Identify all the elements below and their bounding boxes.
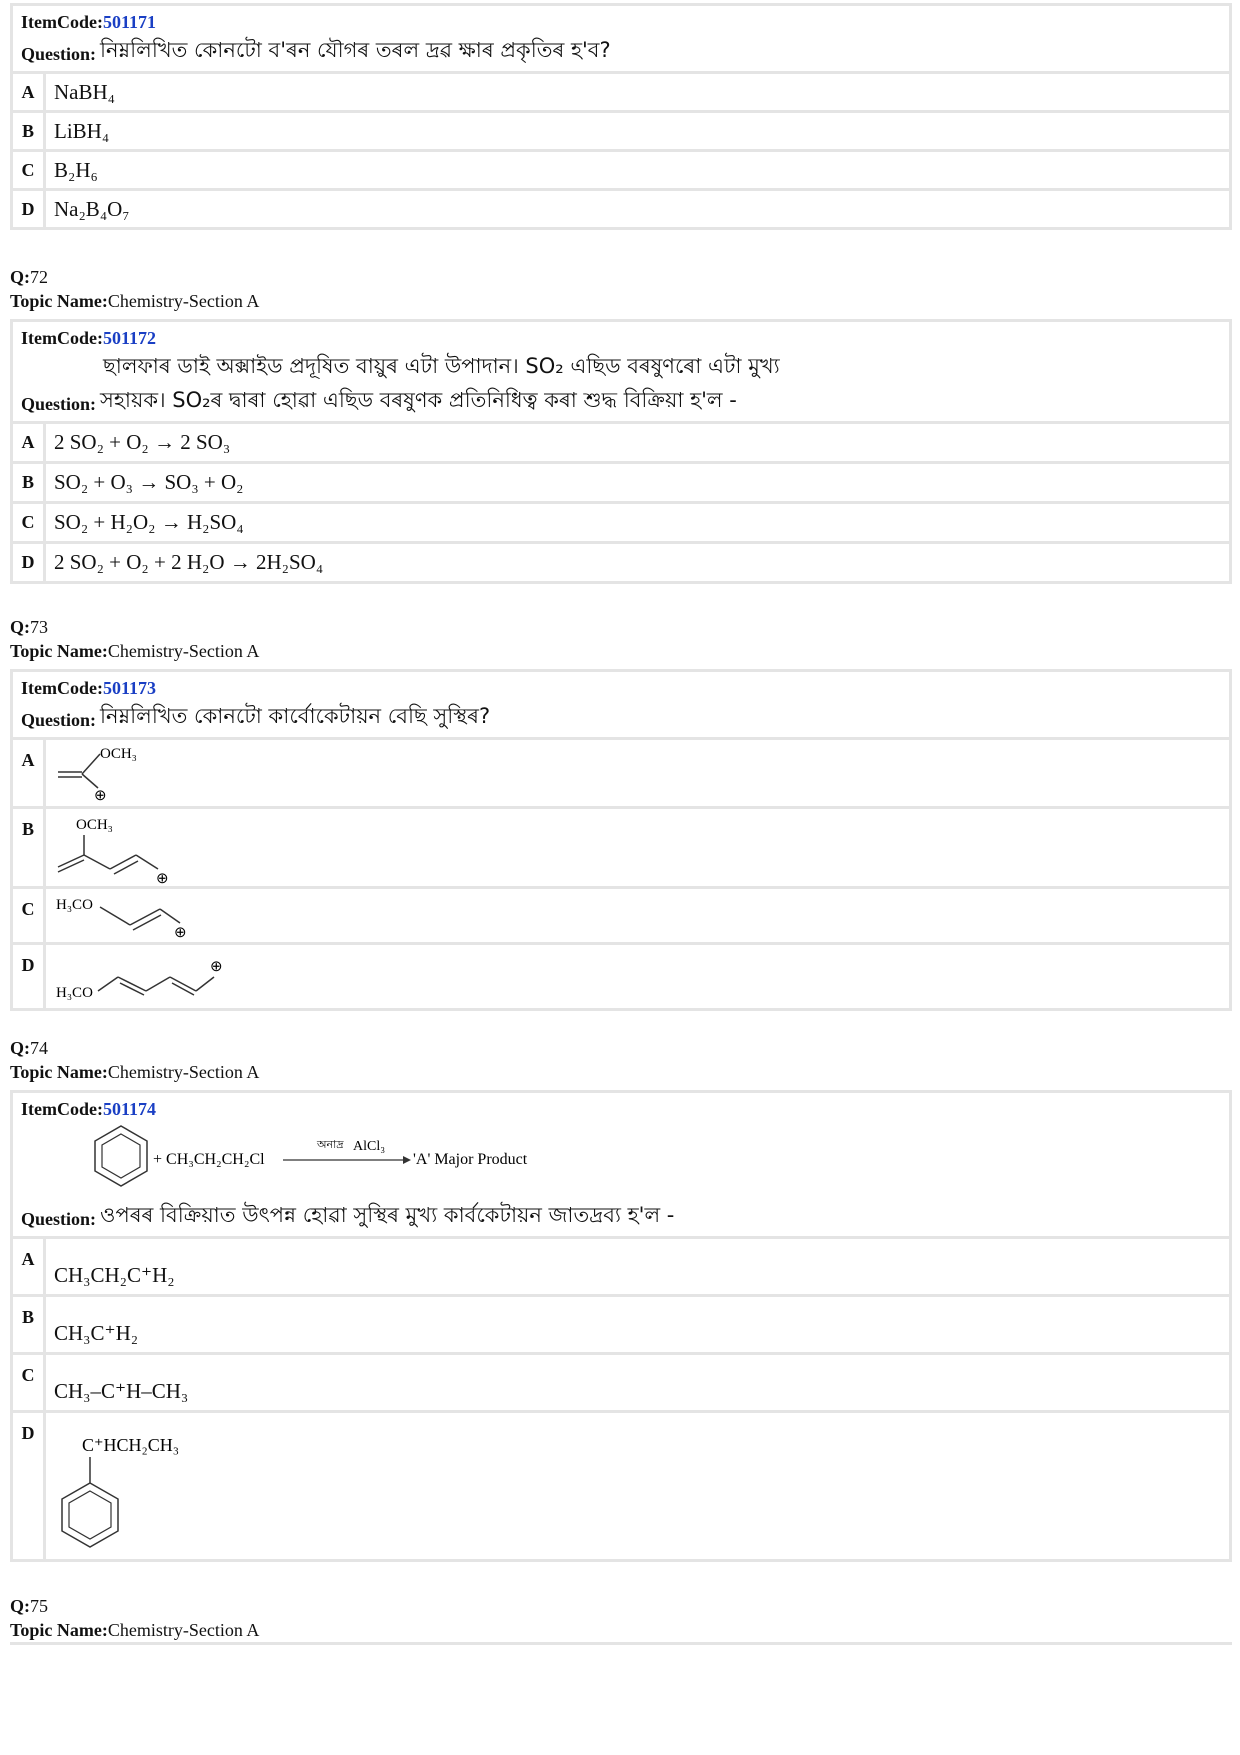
question-text-line1: ছালফাৰ ডাই অক্সাইড প্ৰদূষিত বায়ুৰ এটা উপাদান। SO₂ এছিড বৰষুণৰো এটা মুখ্য	[103, 354, 780, 378]
catalyst-prefix: অনাদ্ৰ	[317, 1139, 344, 1151]
group-label: H₃CO	[56, 984, 93, 1001]
question-text: নিম্নলিখিত কোনটো কাৰ্বোকেটায়ন বেছি সুস্থিৰ?	[100, 704, 491, 728]
question-label: Question:	[21, 710, 97, 730]
question-label: Question:	[21, 394, 97, 414]
option-row[interactable]: D 2 SO₂ + O₂ + 2 H₂O → 2H₂SO₄	[13, 541, 1229, 581]
option-row[interactable]: D Na₂B₄O₇	[13, 188, 1229, 227]
topic-name: Topic Name:Chemistry-Section A	[10, 1062, 260, 1082]
options-list	[13, 740, 1229, 1008]
option-row[interactable]: D H₃CO ⊕	[13, 942, 1229, 1008]
structure-d	[46, 945, 282, 1008]
product: 'A' Major Product	[413, 1151, 528, 1168]
group-label: H₃CO	[56, 896, 93, 913]
question-number-74: Q:74	[10, 1038, 48, 1058]
question-card-72	[10, 319, 1232, 584]
option-row[interactable]: C H₃CO ⊕	[13, 886, 1229, 942]
option-text: B₂H₆	[54, 157, 98, 182]
option-row[interactable]: A OCH₃ ⊕	[13, 740, 1229, 806]
question-header	[13, 1093, 1229, 1239]
option-row[interactable]: C CH₃–C⁺H–CH₃	[13, 1352, 1229, 1410]
structure-c	[46, 889, 262, 942]
option-text: CH₃C⁺H₂	[54, 1321, 139, 1345]
options-list	[13, 74, 1229, 227]
structure-b	[46, 809, 242, 886]
options-list	[13, 424, 1229, 581]
structure-d	[46, 1413, 262, 1559]
question-label: Question:	[21, 1209, 97, 1229]
question-number-75: Q:75	[10, 1596, 48, 1616]
item-code: ItemCode:501174	[21, 1099, 156, 1119]
divider	[10, 1642, 1232, 1645]
question-text: ওপৰৰ বিক্ৰিয়াত উৎপন্ন হোৱা সুস্থিৰ মুখ্য কাৰ্বকেটায়ন জাতদ্ৰব্য হ'ল -	[100, 1203, 675, 1227]
option-row[interactable]: A 2 SO₂ + O₂ → 2 SO₃	[13, 424, 1229, 461]
option-text: CH₃–C⁺H–CH₃	[54, 1379, 189, 1403]
question-card-71	[10, 3, 1232, 230]
question-header	[13, 672, 1229, 740]
reaction-diagram	[91, 1120, 691, 1196]
question-label: Question:	[21, 44, 97, 64]
question-text-line2: সহায়ক। SO₂ৰ দ্বাৰা হোৱা এছিড বৰষুণক প্ৰতিনিধিত্ব কৰা শুদ্ধ বিক্ৰিয়া হ'ল -	[100, 388, 737, 412]
carbocation-structure-a	[54, 742, 174, 804]
option-row[interactable]: C SO₂ + H₂O₂ → H₂SO₄	[13, 501, 1229, 541]
option-text: Na₂B₄O₇	[54, 196, 130, 221]
svg-text:⊕: ⊕	[210, 958, 223, 975]
svg-text:⊕: ⊕	[174, 924, 187, 941]
option-text: NaBH₄	[54, 79, 115, 104]
reagent: + CH₃CH₂CH₂Cl	[153, 1151, 265, 1168]
question-header	[13, 322, 1229, 424]
question-header	[13, 6, 1229, 74]
options-list	[13, 1239, 1229, 1559]
group-label: OCH₃	[100, 746, 137, 762]
option-row[interactable]: B OCH₃ ⊕	[13, 806, 1229, 886]
question-number-73: Q:73	[10, 617, 48, 637]
option-row[interactable]: A CH₃CH₂C⁺H₂	[13, 1239, 1229, 1294]
benzylic-carbocation	[54, 1413, 254, 1557]
option-text: LiBH₄	[54, 118, 110, 143]
reaction-scheme	[21, 1120, 1221, 1196]
catalyst: AlCl₃	[353, 1139, 386, 1154]
substituent-label: C⁺HCH₂CH₃	[82, 1435, 180, 1455]
option-row[interactable]: C B₂H₆	[13, 149, 1229, 188]
item-code: ItemCode:501173	[21, 678, 156, 698]
item-code: ItemCode:501171	[21, 12, 156, 32]
option-text: 2 SO₂ + O₂ + 2 H₂O → 2H₂SO₄	[54, 550, 324, 574]
carbocation-structure-d	[54, 947, 274, 1007]
question-card-73	[10, 669, 1232, 1011]
question-text: নিম্নলিখিত কোনটো ব'ৰন যৌগৰ তৰল দ্ৰৱ ক্ষাৰ প্ৰকৃতিৰ হ'ব?	[100, 38, 611, 62]
topic-name: Topic Name:Chemistry-Section A	[10, 291, 260, 311]
topic-name: Topic Name:Chemistry-Section A	[10, 1620, 260, 1640]
option-text: CH₃CH₂C⁺H₂	[54, 1263, 175, 1287]
option-row[interactable]: B SO₂ + O₃ → SO₃ + O₂	[13, 461, 1229, 501]
group-label: OCH₃	[76, 816, 113, 833]
svg-text:⊕: ⊕	[156, 870, 169, 885]
option-row[interactable]: B CH₃C⁺H₂	[13, 1294, 1229, 1352]
structure-a	[46, 740, 182, 806]
question-number-72: Q:72	[10, 267, 48, 287]
topic-name: Topic Name:Chemistry-Section A	[10, 641, 260, 661]
option-row[interactable]: D C⁺HCH₂CH₃	[13, 1410, 1229, 1559]
question-card-74	[10, 1090, 1232, 1562]
carbocation-structure-c	[54, 891, 254, 941]
option-row[interactable]: A NaBH₄	[13, 74, 1229, 110]
option-text: 2 SO₂ + O₂ → 2 SO₃	[54, 430, 231, 454]
option-text: SO₂ + H₂O₂ → H₂SO₄	[54, 510, 244, 534]
option-text: SO₂ + O₃ → SO₃ + O₂	[54, 470, 244, 494]
option-row[interactable]: B LiBH₄	[13, 110, 1229, 149]
item-code: ItemCode:501172	[21, 328, 156, 348]
carbocation-structure-b	[54, 811, 234, 885]
svg-text:⊕: ⊕	[94, 788, 107, 804]
